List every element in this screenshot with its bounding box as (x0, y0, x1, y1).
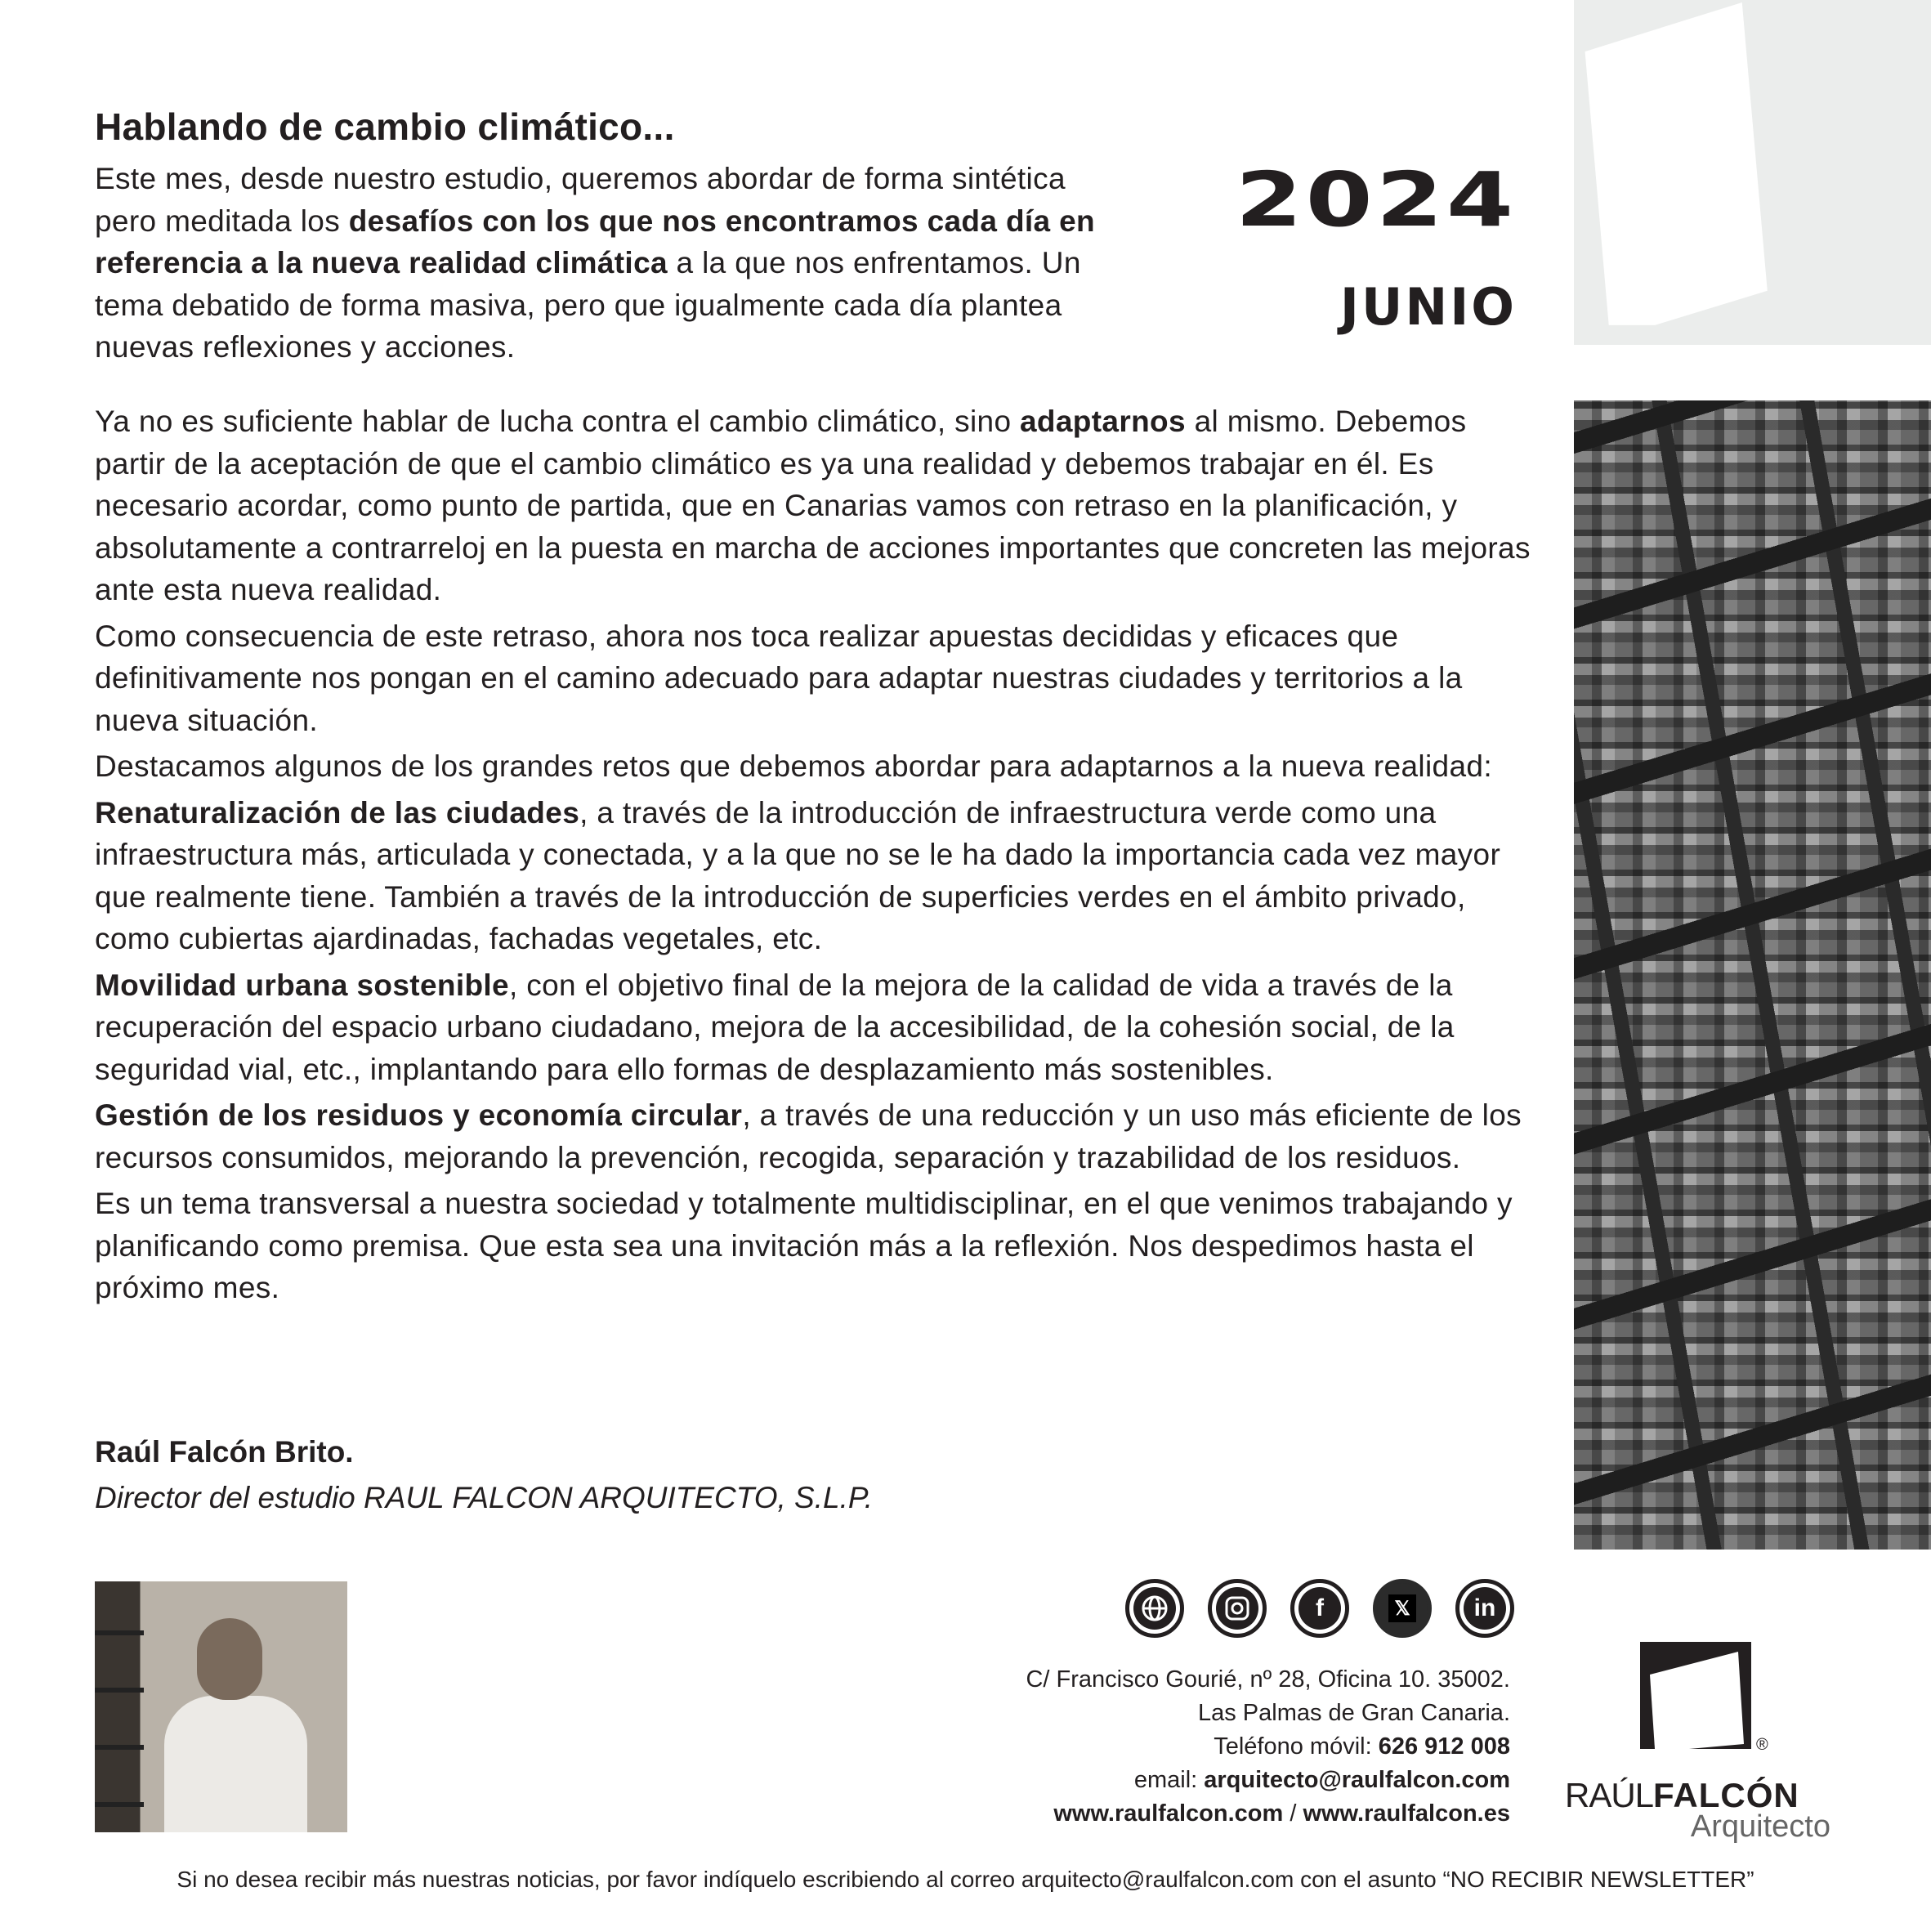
bold-text: Renaturalización de las ciudades (95, 795, 580, 830)
text: , a través de una reducción y un uso más eficiente de los recursos consumidos, mejorando la prevención, recogida, separación y trazabilidad de los residuos. (95, 1098, 1522, 1174)
bold-text: Movilidad urbana sostenible (95, 968, 509, 1002)
instagram-icon[interactable] (1208, 1579, 1267, 1638)
city: Las Palmas de Gran Canaria. (1197, 1700, 1510, 1726)
signature-name: Raúl Falcón Brito. (95, 1435, 354, 1469)
bold-text: adaptarnos (1020, 405, 1186, 438)
bold-text: Gestión de los residuos y economía circular (95, 1098, 743, 1132)
text: , con el objetivo final de la mejora de la calidad de vida a través de la recuperación del espacio urbano ciudadano, mejora de la accesibilidad, de la cohesión social, de la seguridad vial, etc., implantando para ello formas de desplazamiento más sostenibles. (95, 968, 1455, 1086)
logo-first-name: RAÚL (1565, 1776, 1654, 1814)
text: a la que nos enfrentamos. Un tema debatido de forma masiva, pero que igualmente cada día plantea nuevas reflexiones y acciones. (95, 246, 1081, 364)
page-title: Hablando de cambio climático... (95, 105, 675, 148)
logo-mark (1640, 1642, 1751, 1749)
linkedin-icon[interactable] (1455, 1579, 1514, 1638)
logo-subtitle: Arquitecto (1690, 1809, 1830, 1844)
paragraph (95, 400, 1533, 611)
registered-mark: ® (1756, 1736, 1768, 1754)
website-link[interactable]: www.raulfalcon.es (1303, 1800, 1510, 1827)
bold-text: desafíos con los que nos encontramos cada día en referencia a la nueva realidad climática (95, 203, 1095, 280)
contact-info (899, 1663, 1510, 1831)
intro-paragraph (95, 158, 1108, 369)
aerial-city-photo (1574, 400, 1931, 1550)
paragraph: Destacamos algunos de los grandes retos que debemos abordar para adaptarnos a la nueva realidad: (95, 749, 1492, 783)
linkedin-glyph: in (1464, 1587, 1506, 1630)
x-icon[interactable] (1373, 1579, 1432, 1638)
author-portrait (95, 1581, 347, 1832)
text: Este mes, desde nuestro estudio, queremos abordar de forma sintética pero meditada los (95, 162, 1066, 238)
facebook-icon[interactable] (1290, 1579, 1349, 1638)
phone-number[interactable]: 626 912 008 (1378, 1733, 1510, 1760)
paragraph (95, 1094, 1533, 1178)
signature-role: Director del estudio RAUL FALCON ARQUITECTO, S.L.P. (95, 1481, 874, 1514)
month-heading: JUNIO (1339, 277, 1517, 337)
text: Ya no es suficiente hablar de lucha contra el cambio climático, sino (95, 405, 1020, 438)
facebook-glyph: f (1299, 1587, 1341, 1630)
email-link[interactable]: arquitecto@raulfalcon.com (1204, 1767, 1510, 1793)
website-link[interactable]: www.raulfalcon.com (1053, 1800, 1284, 1827)
phone-label: Teléfono móvil: (1214, 1733, 1379, 1760)
text: al mismo. Debemos partir de la aceptación de que el cambio climático es ya una realidad y debemos trabajar en él. Es necesario acordar, como punto de partida, que en Canarias vamos con retraso en la planificación, y absolutamente a contrarreloj en la puesta en marcha de acciones importantes que concreten las mejoras ante esta nueva realidad. (95, 405, 1531, 606)
web-icon[interactable] (1125, 1579, 1184, 1638)
unsubscribe-notice: Si no desea recibir más nuestras noticias, por favor indíquelo escribiendo al correo arquitecto@raulfalcon.com con el asunto “NO RECIBIR NEWSLETTER” (177, 1867, 1754, 1892)
paragraph (95, 964, 1533, 1091)
paragraph: Es un tema transversal a nuestra sociedad y totalmente multidisciplinar, en el que venimos trabajando y planificando como premisa. Que esta sea una invitación más a la reflexión. Nos despedimos hasta el próximo mes. (95, 1187, 1513, 1304)
text: , a través de la introducción de infraestructura verde como una infraestructura más, articulada y conectada, y a la que no se le ha dado la importancia cada vez mayor que realmente tiene. También a través de la introducción de superficies verdes en el ámbito privado, como cubiertas ajardinadas, fachadas vegetales, etc. (95, 795, 1501, 955)
social-icons (1125, 1579, 1514, 1638)
logo-wordmark (1565, 1778, 1799, 1813)
article-body (95, 400, 1533, 1313)
year-heading: 2024 (1235, 155, 1517, 244)
address: C/ Francisco Gourié, nº 28, Oficina 10. 35002. (1026, 1666, 1510, 1693)
paragraph: Como consecuencia de este retraso, ahora nos toca realizar apuestas decididas y eficaces que definitivamente nos pongan en el camino adecuado para adaptar nuestras ciudades y territorios a la nueva situación. (95, 619, 1463, 737)
logo-last-name: FALCÓN (1653, 1776, 1799, 1814)
decorative-logo-shape (1574, 0, 1931, 345)
paragraph (95, 792, 1533, 960)
x-glyph: 𝕏 (1388, 1594, 1416, 1622)
separator: / (1283, 1800, 1303, 1827)
email-label: email: (1133, 1767, 1205, 1793)
